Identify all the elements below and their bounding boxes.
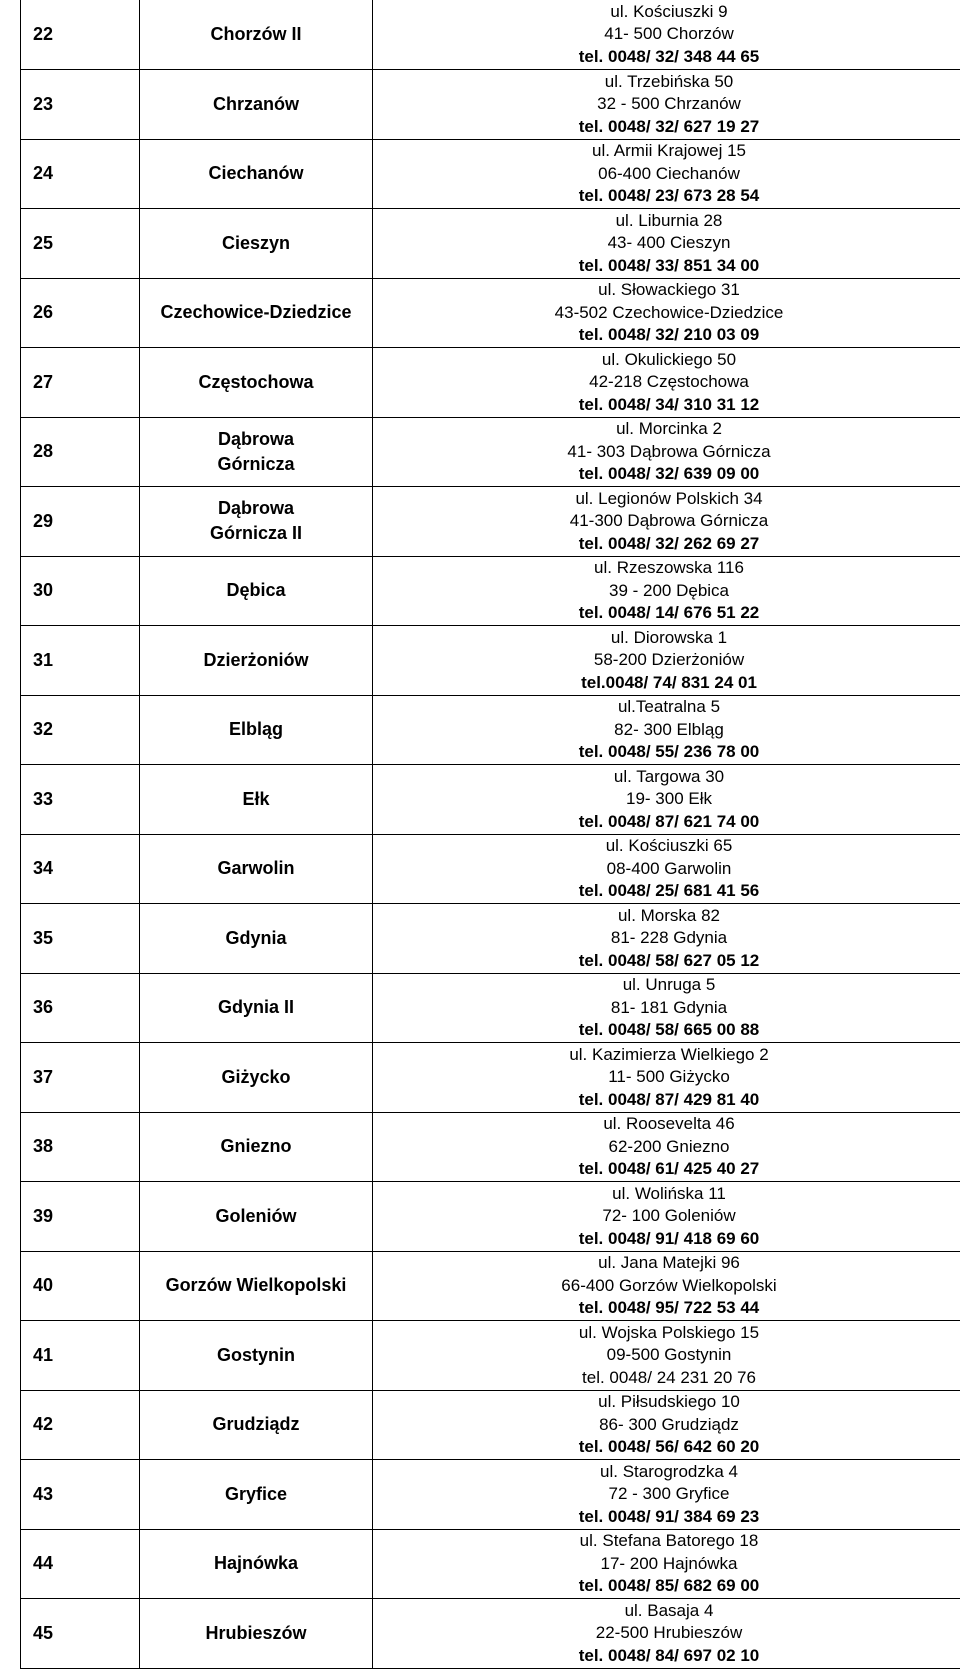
branch-number: 33 [33,788,54,809]
branch-street: ul. Diorowska 1 [610,627,728,647]
branch-city-cell [140,348,373,418]
branch-city: Czechowice-Dziedzice [160,302,352,323]
branch-city-cell [140,1043,373,1113]
branch-row [21,1043,960,1113]
branch-city: Dzierżoniów [203,649,309,670]
branch-street: ul. Armii Krajowej 15 [591,141,746,160]
branch-number-cell [21,904,140,974]
branch-number: 37 [33,1066,54,1087]
branch-number: 29 [33,510,54,531]
branch-address-cell [373,487,960,557]
branch-postal-code: 41- 500 Chorzów [604,24,734,44]
branch-city-cell [140,1599,373,1669]
branch-number-cell [21,487,140,557]
branch-number-cell [21,209,140,279]
branch-number-cell [21,0,140,70]
branch-address-cell [373,765,960,835]
branch-row [21,487,960,557]
branch-address-cell [373,1251,960,1321]
branch-row [21,765,960,835]
branch-city: Chrzanów [212,93,299,114]
branch-number-cell [21,1112,140,1182]
branch-row [21,1251,960,1321]
branch-number: 42 [33,1414,54,1435]
branch-address-cell [373,1182,960,1252]
branch-number: 40 [33,1275,54,1296]
branch-number: 39 [33,1205,54,1226]
branch-number-cell [21,1321,140,1391]
branch-street: ul. Basaja 4 [624,1600,714,1620]
branch-postal-code: 11- 500 Giżycko [608,1067,730,1086]
branch-city-cell [140,0,373,70]
branch-row [21,417,960,487]
branch-row [21,1599,960,1669]
branch-street: ul. Morcinka 2 [616,419,722,438]
branch-number: 41 [33,1344,54,1365]
branch-row [21,348,960,418]
branch-number: 31 [33,649,54,670]
branch-postal-code: 62-200 Gniezno [608,1136,730,1156]
branch-city-cell [140,695,373,765]
branch-city: Ełk [242,788,270,809]
branch-postal-code: 81- 228 Gdynia [610,928,728,947]
branch-number: 44 [33,1553,54,1574]
branch-city: Dębica [226,580,286,601]
branch-city: Elbląg [228,719,283,740]
branch-row [21,1321,960,1391]
branch-number: 36 [33,997,54,1018]
branch-postal-code: 06-400 Ciechanów [598,163,740,183]
branch-city: Goleniów [215,1205,297,1226]
branch-row [21,834,960,904]
branch-phone: tel. 0048/ 91/ 418 69 60 [578,1228,760,1248]
branch-city: Ciechanów [208,163,304,184]
branch-phone: tel. 0048/ 32/ 639 09 00 [578,464,760,483]
branch-phone: tel.0048/ 74/ 831 24 01 [581,672,757,692]
branch-city-cell [140,70,373,140]
branch-number-cell [21,1390,140,1460]
branch-phone: tel. 0048/ 33/ 851 34 00 [578,255,760,275]
branch-number: 24 [33,163,54,184]
branch-postal-code: 72 - 300 Gryfice [608,1484,730,1503]
branch-row [21,209,960,279]
branch-city: Chorzów II [210,24,302,44]
branch-city-cell [140,556,373,626]
branch-number: 26 [33,302,54,323]
branch-phone: tel. 0048/ 25/ 681 41 56 [578,881,760,900]
branch-street: ul. Okulickiego 50 [601,349,737,369]
branch-phone: tel. 0048/ 32/ 627 19 27 [578,116,760,136]
branch-address-cell [373,70,960,140]
branch-row [21,626,960,696]
branch-row [21,1460,960,1530]
branch-city: Garwolin [217,858,295,879]
branch-row [21,278,960,348]
branch-address-cell [373,1460,960,1530]
branch-city: Hajnówka [213,1553,299,1574]
branch-postal-code: 09-500 Gostynin [606,1345,732,1364]
branch-city-cell [140,765,373,835]
branch-phone: tel. 0048/ 58/ 627 05 12 [578,950,760,970]
branch-street: ul. Morska 82 [617,905,721,925]
branch-row [21,1112,960,1182]
branch-postal-code: 19- 300 Ełk [626,789,712,808]
branch-number-cell [21,70,140,140]
branch-address-cell [373,1599,960,1669]
branch-row [21,0,960,70]
branch-city-cell [140,626,373,696]
branch-street: ul. Rzeszowska 116 [594,558,744,577]
branch-postal-code: 58-200 Dzierżoniów [593,650,745,669]
branch-phone: tel. 0048/ 32/ 262 69 27 [578,533,760,553]
branch-phone: tel. 0048/ 14/ 676 51 22 [578,603,760,622]
branch-city-cell [140,1460,373,1530]
branch-phone: tel. 0048/ 56/ 642 60 20 [578,1437,760,1456]
branch-directory-body [21,0,960,1668]
branch-address-cell [373,695,960,765]
branch-number: 30 [33,580,54,601]
branch-city-cell [140,487,373,557]
branch-postal-code: 41-300 Dąbrowa Górnicza [569,511,769,530]
branch-street: ul. Unruga 5 [622,975,716,994]
branch-city: Giżycko [221,1066,291,1087]
branch-phone: tel. 0048/ 87/ 621 74 00 [578,811,760,831]
branch-city-cell [140,1251,373,1321]
branch-city-cell [140,1321,373,1391]
branch-number: 45 [33,1622,54,1643]
branch-address-cell [373,556,960,626]
branch-street: ul. Jana Matejki 96 [598,1253,740,1272]
branch-row [21,695,960,765]
branch-city: Grudziądz [212,1414,300,1435]
branch-directory-table [20,0,960,1669]
branch-number-cell [21,626,140,696]
branch-city: Gryfice [224,1483,288,1504]
branch-phone: tel. 0048/ 84/ 697 02 10 [578,1645,760,1665]
branch-number-cell [21,1043,140,1113]
branch-street: ul. Kościuszki 9 [610,1,728,21]
branch-city-cell [140,834,373,904]
branch-address-cell [373,904,960,974]
branch-address-cell [373,1390,960,1460]
branch-address-cell [373,626,960,696]
branch-address-cell [373,973,960,1043]
branch-row [21,1390,960,1460]
branch-address-cell [373,0,960,70]
branch-postal-code: 72- 100 Goleniów [602,1206,736,1225]
branch-city-cell [140,417,373,487]
branch-street: ul. Kazimierza Wielkiego 2 [569,1044,769,1064]
branch-street: ul. Trzebińska 50 [604,71,734,91]
branch-postal-code: 41- 303 Dąbrowa Górnicza [567,441,771,461]
branch-number: 28 [33,441,54,462]
branch-address-cell [373,1321,960,1391]
branch-number-cell [21,765,140,835]
branch-city: Częstochowa [198,371,314,392]
branch-address-cell [373,834,960,904]
branch-number: 23 [33,93,54,114]
branch-street: ul. Targowa 30 [613,766,725,786]
branch-number-cell [21,348,140,418]
branch-phone: tel. 0048/ 91/ 384 69 23 [578,1506,760,1526]
branch-city: Gostynin [216,1344,295,1365]
branch-row [21,556,960,626]
branch-city-cell [140,278,373,348]
branch-address-cell [373,417,960,487]
branch-phone: tel. 0048/ 95/ 722 53 44 [578,1298,760,1317]
branch-number: 25 [33,232,54,253]
branch-postal-code: 42-218 Częstochowa [589,372,749,391]
branch-street: ul.Teatralna 5 [617,697,721,716]
branch-city: Cieszyn [221,232,291,253]
branch-city: Dąbrowa Górnicza [217,428,295,474]
branch-street: ul. Stefana Batorego 18 [579,1531,759,1550]
branch-address-cell [373,1043,960,1113]
branch-phone: tel. 0048/ 85/ 682 69 00 [578,1576,760,1595]
branch-phone: tel. 0048/ 55/ 236 78 00 [578,742,760,761]
branch-address-cell [373,1529,960,1599]
branch-address-cell [373,139,960,209]
branch-number: 38 [33,1136,54,1157]
branch-street: ul. Słowackiego 31 [598,280,740,299]
branch-phone: tel. 0048/ 58/ 665 00 88 [578,1020,760,1039]
branch-city: Dąbrowa Górnicza II [209,498,303,544]
branch-address-cell [373,278,960,348]
branch-number-cell [21,1182,140,1252]
branch-postal-code: 82- 300 Elbląg [614,719,724,739]
branch-street: ul. Wojska Polskiego 15 [578,1322,760,1342]
branch-postal-code: 39 - 200 Dębica [608,580,730,600]
branch-postal-code: 32 - 500 Chrzanów [597,94,741,113]
branch-number-cell [21,1529,140,1599]
branch-city: Hrubieszów [205,1622,307,1643]
branch-city: Gorzów Wielkopolski [165,1275,347,1296]
branch-number-cell [21,973,140,1043]
branch-row [21,70,960,140]
branch-city-cell [140,1390,373,1460]
branch-row [21,1529,960,1599]
branch-city-cell [140,139,373,209]
branch-number: 27 [33,371,54,392]
branch-postal-code: 86- 300 Grudziądz [599,1414,739,1434]
branch-street: ul. Starogrodzka 4 [600,1461,738,1481]
branch-phone: tel. 0048/ 34/ 310 31 12 [578,394,760,414]
branch-street: ul. Legionów Polskich 34 [575,488,763,508]
branch-phone: tel. 0048/ 24 231 20 76 [582,1367,756,1387]
branch-number-cell [21,417,140,487]
branch-phone: tel. 0048/ 32/ 210 03 09 [578,325,760,344]
branch-postal-code: 08-400 Garwolin [606,858,732,878]
branch-number-cell [21,1460,140,1530]
branch-row [21,904,960,974]
branch-city-cell [140,1112,373,1182]
branch-row [21,139,960,209]
branch-postal-code: 81- 181 Gdynia [610,997,728,1017]
branch-number-cell [21,278,140,348]
branch-number-cell [21,695,140,765]
branch-postal-code: 66-400 Gorzów Wielkopolski [561,1275,777,1295]
branch-postal-code: 22-500 Hrubieszów [595,1623,743,1642]
branch-city: Gdynia [225,927,287,948]
branch-row [21,973,960,1043]
branch-number: 22 [33,24,54,44]
branch-phone: tel. 0048/ 87/ 429 81 40 [578,1089,760,1109]
branch-number-cell [21,1251,140,1321]
branch-number-cell [21,1599,140,1669]
branch-city-cell [140,904,373,974]
branch-number: 32 [33,719,54,740]
branch-city-cell [140,1529,373,1599]
branch-phone: tel. 0048/ 23/ 673 28 54 [578,186,760,205]
branch-row [21,1182,960,1252]
branch-city-cell [140,1182,373,1252]
branch-postal-code: 17- 200 Hajnówka [600,1553,738,1573]
branch-postal-code: 43- 400 Cieszyn [607,233,731,252]
branch-city: Gdynia II [217,997,295,1018]
branch-postal-code: 43-502 Czechowice-Dziedzice [554,302,784,322]
branch-number: 43 [33,1483,54,1504]
branch-street: ul. Kościuszki 65 [605,836,733,855]
branch-phone: tel. 0048/ 61/ 425 40 27 [578,1159,760,1178]
branch-address-cell [373,348,960,418]
branch-number-cell [21,139,140,209]
branch-address-cell [373,209,960,279]
branch-street: ul. Piłsudskiego 10 [598,1392,740,1411]
branch-number-cell [21,834,140,904]
branch-city: Gniezno [220,1136,292,1157]
branch-number-cell [21,556,140,626]
branch-street: ul. Liburnia 28 [615,210,723,230]
branch-street: ul. Wolińska 11 [612,1183,726,1203]
branch-street: ul. Roosevelta 46 [603,1114,735,1133]
branch-number: 35 [33,927,54,948]
branch-number: 34 [33,858,54,879]
branch-city-cell [140,973,373,1043]
branch-address-cell [373,1112,960,1182]
branch-city-cell [140,209,373,279]
branch-phone: tel. 0048/ 32/ 348 44 65 [578,46,760,66]
